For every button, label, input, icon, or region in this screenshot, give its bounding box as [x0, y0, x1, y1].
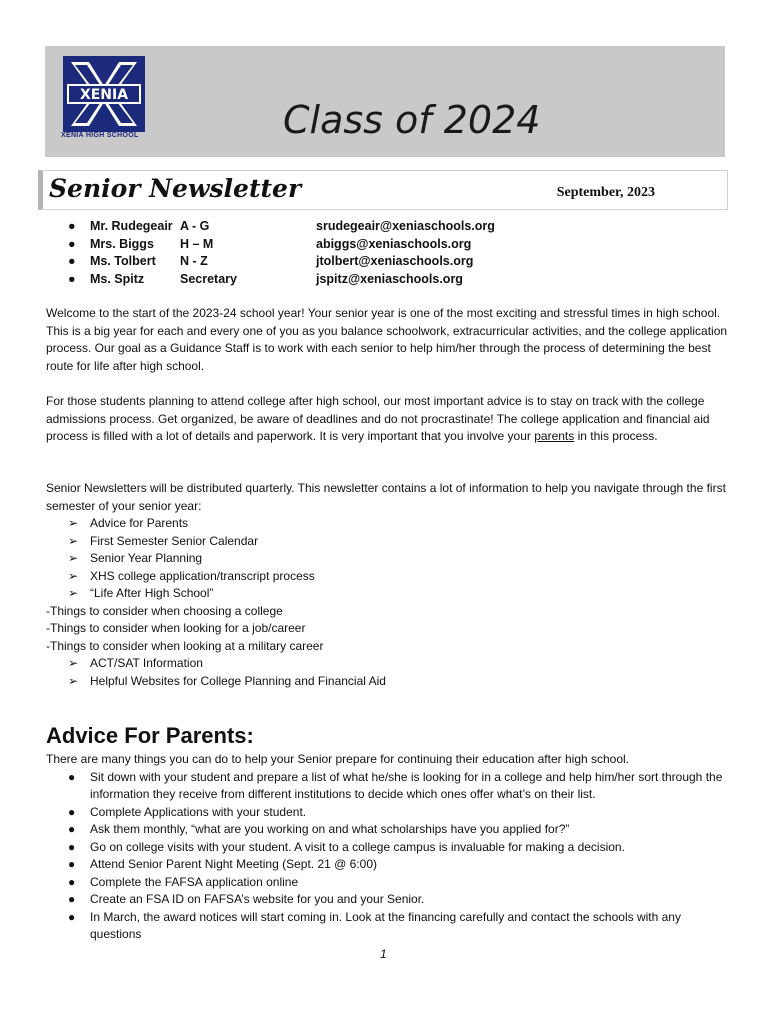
- advice-intro: There are many things you can do to help your Senior prepare for continuing their education after high school.: [46, 752, 630, 766]
- list-item: ● Attend Senior Parent Night Meeting (Sept. 21 @ 6:00): [46, 856, 730, 874]
- list-item: ➢ First Semester Senior Calendar: [46, 533, 730, 551]
- bullet-icon: ●: [68, 769, 76, 784]
- bullet-icon: ●: [68, 839, 76, 854]
- staff-name: Mr. Rudegeair: [90, 219, 173, 233]
- bullet-icon: ●: [68, 857, 76, 871]
- list-item: -Things to consider when looking at a military career: [46, 638, 324, 653]
- advice-heading: Advice For Parents:: [46, 723, 254, 748]
- advice-section: [46, 751, 730, 944]
- list-item: ● Complete the FAFSA application online: [46, 874, 730, 892]
- staff-name: Ms. Tolbert: [90, 254, 156, 268]
- list-item: ● Go on college visits with your student. A visit to a college campus is invaluable for making a decision.: [46, 839, 730, 857]
- logo-text: XENIA: [79, 87, 129, 103]
- arrow-icon: ➢: [68, 516, 79, 530]
- staff-name: Ms. Spitz: [90, 271, 145, 286]
- staff-email[interactable]: srudegeair@xeniaschools.org: [316, 219, 495, 233]
- arrow-icon: ➢: [68, 551, 79, 565]
- arrow-icon: ➢: [68, 568, 79, 583]
- list-item: ● Ask them monthly, “what are you working on and what scholarships have you applied for?”: [46, 821, 730, 839]
- staff-row: [68, 254, 668, 272]
- list-item: ➢ Helpful Websites for College Planning and Financial Aid: [46, 673, 730, 691]
- staff-list: [68, 219, 668, 289]
- staff-range: N - Z: [180, 254, 208, 268]
- arrow-icon: ➢: [68, 586, 79, 600]
- newsletter-bar: [38, 170, 728, 210]
- logo-subtext: XENIA HIGH SCHOOL: [61, 132, 139, 139]
- list-item: ➢ ACT/SAT Information: [46, 655, 730, 673]
- arrow-icon: ➢: [68, 533, 79, 548]
- staff-email[interactable]: jspitz@xeniaschools.org: [316, 271, 463, 286]
- list-item: -Things to consider when looking for a job/career: [46, 621, 306, 635]
- staff-range: Secretary: [180, 271, 237, 286]
- staff-row: [68, 219, 668, 237]
- contents-list: [46, 515, 730, 690]
- bullet-icon: ●: [68, 874, 76, 889]
- class-title: Class of 2024: [283, 98, 541, 142]
- list-item: ● In March, the award notices will start coming in. Look at the financing carefully and contact the schools with any questions: [68, 909, 681, 941]
- bullet-icon: ●: [68, 219, 76, 233]
- intro-p2-tail: in this process.: [574, 429, 658, 443]
- xenia-logo: [61, 56, 147, 142]
- header-banner: [45, 46, 725, 157]
- list-item: ➢ Senior Year Planning: [46, 550, 730, 568]
- bullet-icon: ●: [68, 271, 76, 286]
- bullet-icon: ●: [68, 236, 76, 251]
- parents-underlined: parents: [534, 429, 575, 443]
- list-item: -Things to consider when choosing a college: [46, 603, 283, 618]
- intro-paragraph-3: Senior Newsletters will be distributed quarterly. This newsletter contains a lot of information to help you navigate through the first semester of your senior year:: [46, 481, 726, 513]
- staff-email[interactable]: abiggs@xeniaschools.org: [316, 236, 472, 251]
- staff-row: [68, 237, 668, 255]
- intro-paragraph-2: [46, 393, 730, 446]
- xenia-x-icon: [61, 56, 147, 132]
- intro-paragraph-1: Welcome to the start of the 2023-24 school year! Your senior year is one of the most exciting and stressful times in high school. This is a big year for each and every one of you as you balance schoolwork, extracurricular activities, and the college application process. Our goal as a Guidance Staff is to work with each senior to help him/her through the process of determining the best route for life after high school.: [46, 306, 728, 373]
- list-item: ➢ “Life After High School”: [46, 585, 730, 603]
- newsletter-date: September, 2023: [556, 185, 655, 200]
- list-item: ● Create an FSA ID on FAFSA’s website for you and your Senior.: [46, 891, 730, 909]
- list-item: ● Complete Applications with your student.: [46, 804, 730, 822]
- bullet-icon: ●: [68, 892, 76, 906]
- staff-row: [68, 272, 668, 290]
- arrow-icon: ➢: [68, 656, 79, 670]
- list-item: ● Sit down with your student and prepare a list of what he/she is looking for in a college and help him/her sort through the information they receive from different institutions to decide which ones offer what’s on their list.: [68, 769, 723, 801]
- intro-p2-text: For those students planning to attend college after high school, our most important advice is to stay on track with the college admissions process. Get organized, be aware of deadlines and do not procrastinate! The college application and financial aid process is filled with a lot of details and paperwork. It is very important that you involve your: [46, 394, 710, 443]
- list-item: ➢ XHS college application/transcript process: [46, 568, 730, 586]
- staff-email[interactable]: jtolbert@xeniaschools.org: [316, 254, 474, 268]
- list-item: ➢ Advice for Parents: [46, 515, 730, 533]
- bullet-icon: ●: [68, 822, 76, 836]
- bullet-icon: ●: [68, 804, 76, 819]
- newsletter-title: Senior Newsletter: [49, 174, 302, 203]
- arrow-icon: ➢: [68, 673, 79, 688]
- page-number: 1: [380, 947, 387, 961]
- staff-range: H – M: [180, 236, 214, 251]
- bullet-icon: ●: [68, 254, 76, 268]
- staff-range: A - G: [180, 219, 210, 233]
- bullet-icon: ●: [68, 909, 76, 924]
- staff-name: Mrs. Biggs: [90, 236, 154, 251]
